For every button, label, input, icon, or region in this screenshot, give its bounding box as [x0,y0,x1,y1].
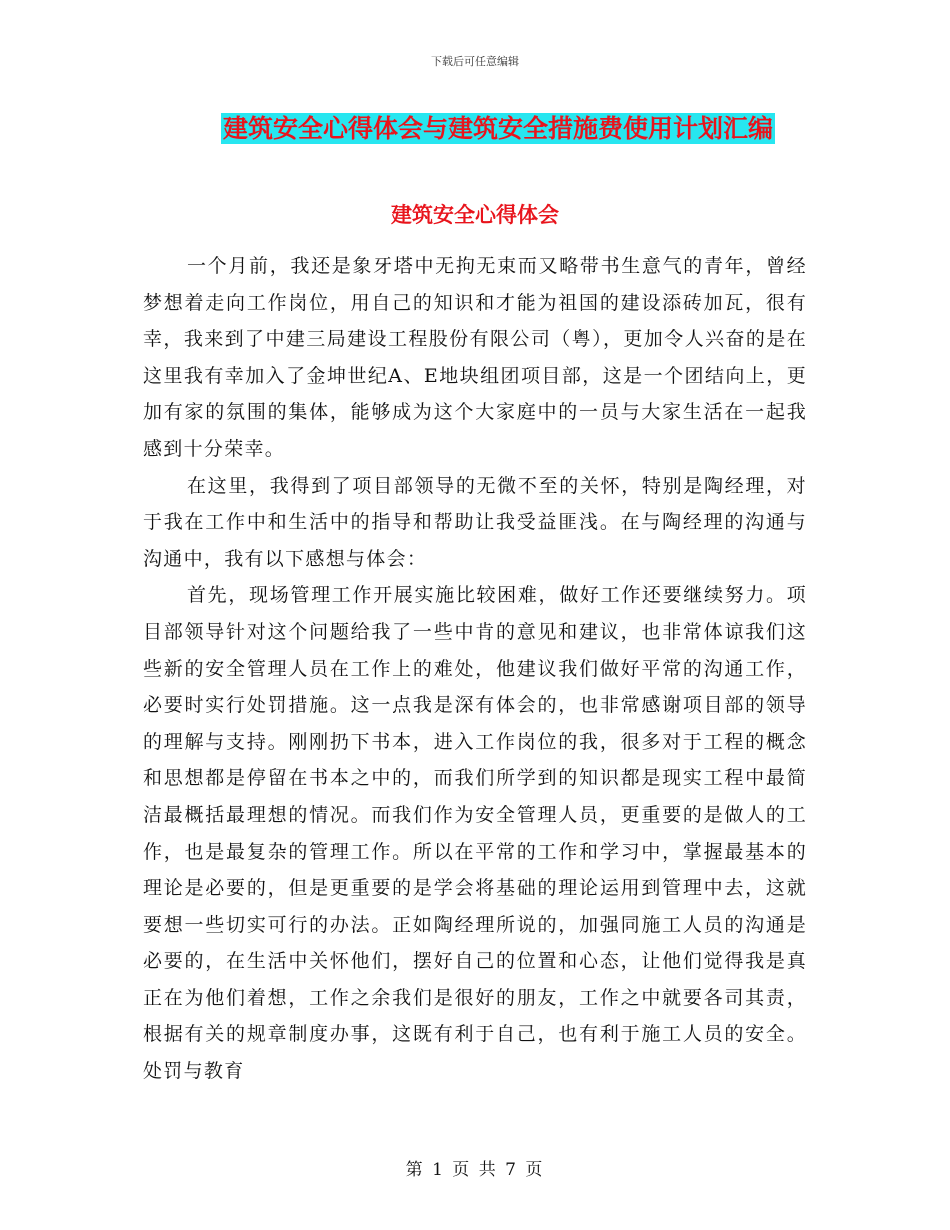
main-title-container [0,113,950,144]
page-header-note: 下载后可任意编辑 [431,55,519,68]
document-main-title: 建筑安全心得体会与建筑安全措施费使用计划汇编 [222,114,773,143]
section-title: 建筑安全心得体会 [391,203,559,227]
paragraph: 一个月前，我还是象牙塔中无拘无束而又略带书生意气的青年，曾经梦想着走向工作岗位，用自己的知识和才能为祖国的建设添砖加瓦，很有幸，我来到了中建三局建设工程股份有限公司（粤），更加令人兴奋的是在这里我有幸加入了金坤世纪A、E地块组团项目部，这是一个团结向上，更加有家的氛围的集体，能够成为这个大家庭中的一员与大家生活在一起我感到十分荣幸。 [143,255,807,460]
page-number-footer: 第 1 页 共 7 页 [405,1160,545,1180]
paragraph: 在这里，我得到了项目部领导的无微不至的关怀，特别是陶经理，对于我在工作中和生活中的指导和帮助让我受益匪浅。在与陶经理的沟通与沟通中，我有以下感想与体会： [143,474,807,570]
paragraph: 首先，现场管理工作开展实施比较困难，做好工作还要继续努力。项目部领导针对这个问题给我了一些中肯的意见和建议，也非常体谅我们这些新的安全管理人员在工作上的难处，他建议我们做好平常的沟通工作，必要时实行处罚措施。这一点我是深有体会的，也非常感谢项目部的领导的理解与支持。刚刚扔下书本，进入工作岗位的我，很多对于工程的概念和思想都是停留在书本之中的，而我们所学到的知识都是现实工程中最简洁最概括最理想的情况。而我们作为安全管理人员，更重要的是做人的工作，也是最复杂的管理工作。所以在平常的工作和学习中，掌握最基本的理论是必要的，但是更重要的是学会将基础的理论运用到管理中去，这就要想一些切实可行的办法。正如陶经理所说的，加强同施工人员的沟通是必要的，在生活中关怀他们，摆好自己的位置和心态，让他们觉得我是真正在为他们着想，工作之余我们是很好的朋友，工作之中就要各司其责，根据有关的规章制度办事，这既有利于自己，也有利于施工人员的安全。处罚与教育 [143,584,807,1083]
document-body [143,248,807,1090]
